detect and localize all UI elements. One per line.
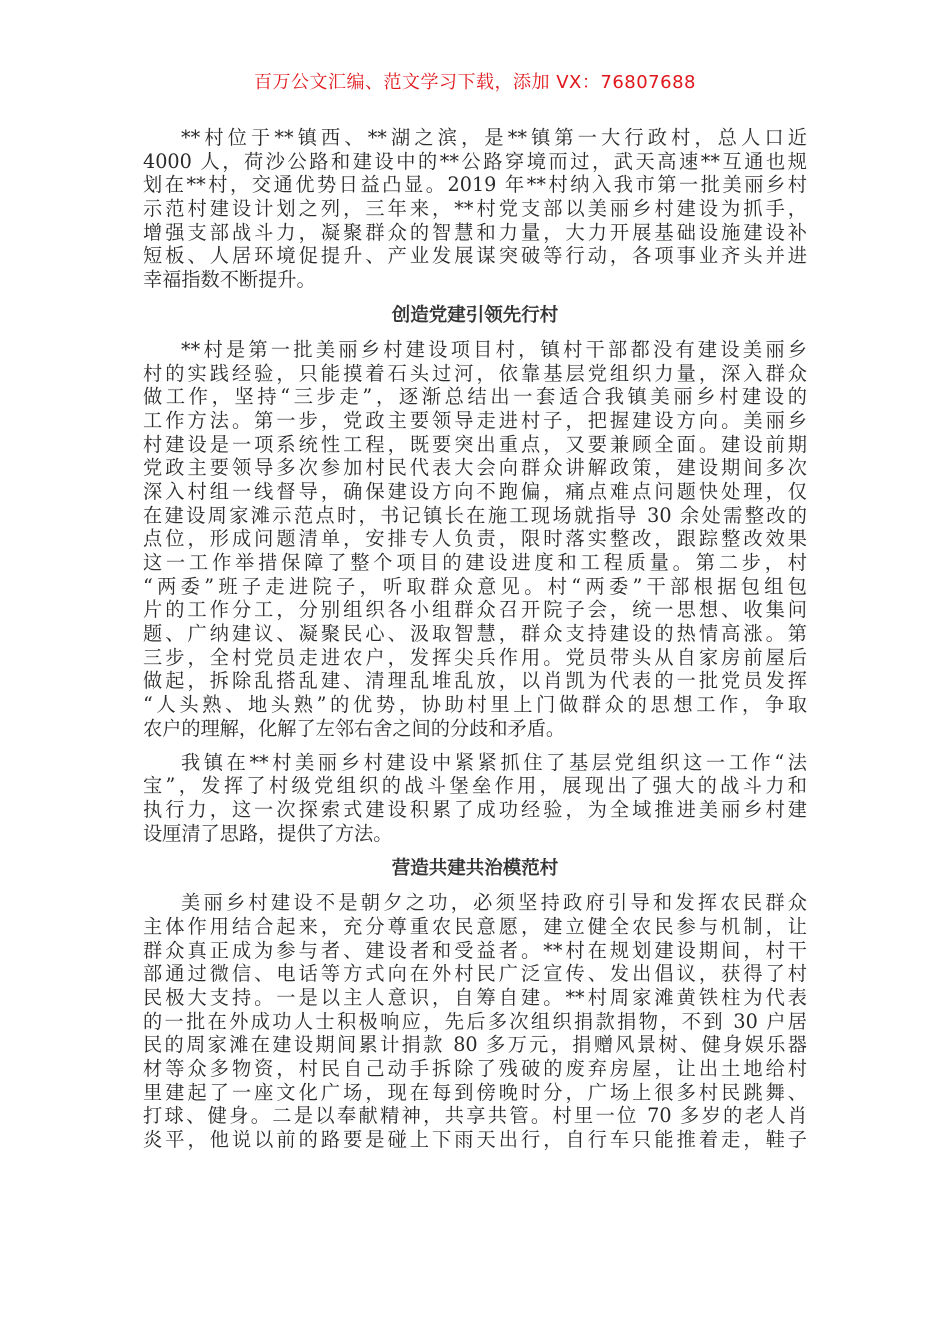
text-line: 点位，形成问题清单，安排专人负责，限时落实整改，跟踪整改效果 [143,527,807,551]
text-line: 执行力，这一次探索式建设积累了成功经验，为全域推进美丽乡村建 [143,797,807,821]
text-line: 打球、健身。二是以奉献精神，共享共管。村里一位 70 多岁的老人肖 [143,1104,807,1128]
text-line: 民极大支持。一是以主人意识，自筹自建。**村周家滩黄铁柱为代表 [143,986,807,1009]
text-line: 党政主要领导多次参加村民代表大会向群众讲解政策，建设期间多次 [143,456,807,480]
text-line: 宝”，发挥了村级党组织的战斗堡垒作用，展现出了强大的战斗力和 [143,774,807,798]
text-line: 示范村建设计划之列，三年来，**村党支部以美丽乡村建设为抓手， [143,197,807,221]
text-line: 深入村组一线督导，确保建设方向不跑偏，痛点难点问题快处理，仅 [143,479,807,503]
text-line: 划在**村，交通优势日益凸显。2019 年**村纳入我市第一批美丽乡村 [143,173,807,197]
text-line: 4000 人，荷沙公路和建设中的**公路穿境而过，武天高速**互通也规 [143,149,807,173]
text-line: **村位于**镇西、**湖之滨，是**镇第一大行政村，总人口近 [181,126,807,149]
text-line: 部通过微信、电话等方式向在外村民广泛宣传、发出倡议，获得了村 [143,962,807,986]
text-line: 三步，全村党员走进农户，发挥尖兵作用。党员带头从自家房前屋后 [143,645,807,669]
text-line: 题、广纳建议、凝聚民心、汲取智慧，群众支持建设的热情高涨。第 [143,622,807,646]
text-line: 片的工作分工，分别组织各小组群众召开院子会，统一思想、收集问 [143,598,807,622]
text-line: 村的实践经验，只能摸着石头过河，依靠基层党组织力量，深入群众 [143,361,807,385]
text-line: 在建设周家滩示范点时，书记镇长在施工现场就指导 30 余处需整改的 [143,503,807,527]
text-line: 农户的理解，化解了左邻右舍之间的分歧和矛盾。 [143,716,566,740]
text-line: 我镇在**村美丽乡村建设中紧紧抓住了基层党组织这一工作“法 [181,750,807,774]
section-heading: 创造党建引领先行村 [391,304,559,326]
text-line: 群众真正成为参与者、建设者和受益者。**村在规划建设期间，村干 [143,938,807,962]
intro-paragraph [143,126,807,292]
section-heading: 营造共建共治模范村 [391,858,559,880]
text-line: 幸福指数不断提升。 [143,268,316,292]
text-line: 做起，拆除乱搭乱建、清理乱堆乱放，以肖凯为代表的一批党员发挥 [143,669,807,693]
text-line: “两委”班子走进院子，听取群众意见。村“两委”干部根据包组包 [143,574,807,598]
text-line: 这一工作举措保障了整个项目的建设进度和工程质量。第二步，村 [143,551,807,574]
document-body [143,126,807,1152]
text-line: 美丽乡村建设不是朝夕之功，必须坚持政府引导和发挥农民群众 [181,891,807,915]
text-line: “人头熟、地头熟”的优势，协助村里上门做群众的思想工作，争取 [143,693,807,717]
text-line: 短板、人居环境促提升、产业发展谋突破等行动，各项事业齐头并进 [143,244,807,268]
text-line: 设厘清了思路，提供了方法。 [143,821,393,845]
text-line: **村是第一批美丽乡村建设项目村，镇村干部都没有建设美丽乡 [181,337,807,361]
section1-paragraph-2 [143,751,807,846]
text-line: 民的周家滩在建设期间累计捐款 80 多万元，捐赠风景树、健身娱乐器 [143,1033,807,1057]
text-line: 材等众多物资，村民自己动手拆除了残破的废弃房屋，让出土地给村 [143,1057,807,1081]
text-line: 炎平，他说以前的路要是碰上下雨天出行，自行车只能推着走，鞋子 [143,1128,807,1152]
text-line: 工作方法。第一步，党政主要领导走进村子，把握建设方向。美丽乡 [143,408,807,432]
watermark-header: 百万公文汇编、范文学习下载，添加 VX：76807688 [254,72,696,93]
text-line: 村建设是一项系统性工程，既要突出重点，又要兼顾全面。建设前期 [143,432,807,456]
text-line: 主体作用结合起来，充分尊重农民意愿，建立健全农民参与机制，让 [143,914,807,938]
text-line: 增强支部战斗力，凝聚群众的智慧和力量，大力开展基础设施建设补 [143,220,807,244]
text-line: 的一批在外成功人士积极响应，先后多次组织捐款捐物，不到 30 户居 [143,1009,807,1033]
section1-paragraph-1 [143,338,807,741]
text-line: 做工作，坚持“三步走”，逐渐总结出一套适合我镇美丽乡村建设的 [143,385,807,409]
section2-paragraph-1 [143,891,807,1152]
text-line: 里建起了一座文化广场，现在每到傍晚时分，广场上很多村民跳舞、 [143,1080,807,1104]
